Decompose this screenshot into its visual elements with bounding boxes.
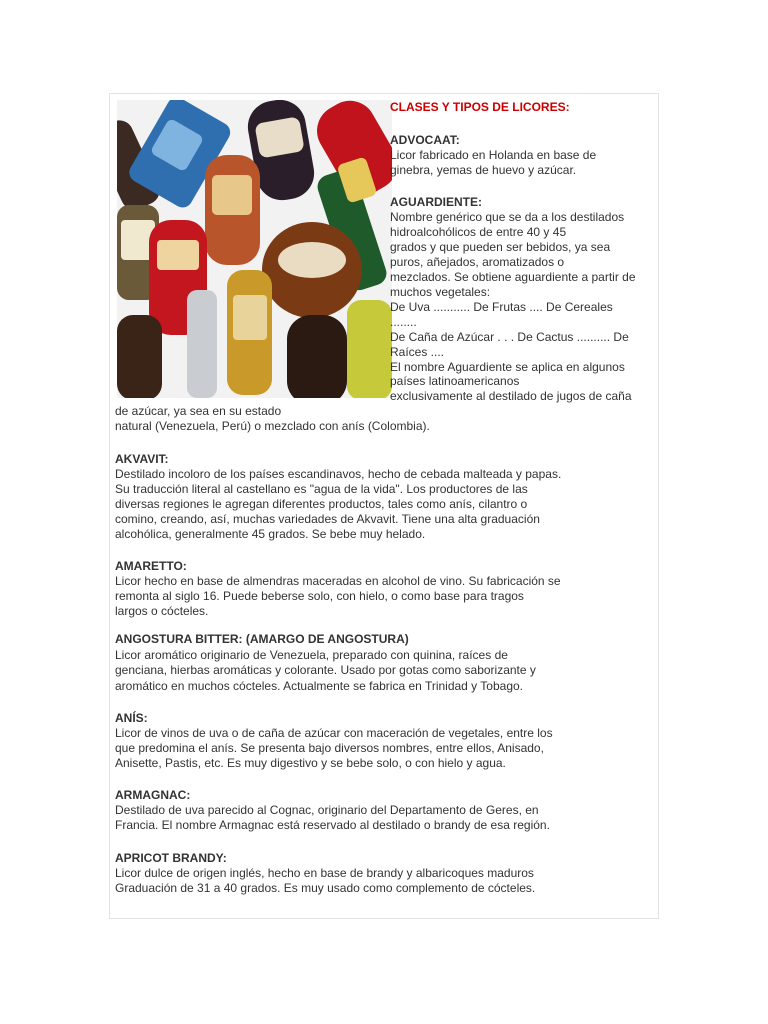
- section-heading-angostura: ANGOSTURA BITTER: (AMARGO DE ANGOSTURA): [115, 632, 409, 646]
- section-line: Anisette, Pastis, etc. Es muy digestivo y se bebe solo, o con hielo y agua.: [115, 756, 506, 770]
- section-heading-anis: ANÍS:: [115, 711, 148, 725]
- section-line: Nombre genérico que se da a los destilados: [390, 210, 625, 224]
- section-line: comino, creando, así, muchas variedades de Akvavit. Tiene una alta graduación: [115, 512, 540, 526]
- section-line: Licor hecho en base de almendras maceradas en alcohol de vino. Su fabricación se: [115, 574, 561, 588]
- section-heading-aguardiente: AGUARDIENTE:: [390, 195, 482, 209]
- section-heading-advocaat: ADVOCAAT:: [390, 133, 460, 147]
- section-line: largos o cócteles.: [115, 604, 209, 618]
- section-line: mezclados. Se obtiene aguardiente a partir de: [390, 270, 636, 284]
- section-line: Licor de vinos de uva o de caña de azúcar con maceración de vegetales, entre los: [115, 726, 553, 740]
- section-line: alcohólica, generalmente 45 grados. Se bebe muy helado.: [115, 527, 426, 541]
- section-line: diversas regiones le agregan diferentes productos, tales como anís, cilantro o: [115, 497, 528, 511]
- section-line: genciana, hierbas aromáticas y colorante. Usado por gotas como saborizante y: [115, 663, 536, 677]
- section-line: Raíces ....: [390, 345, 445, 359]
- section-line: Destilado incoloro de los países escandinavos, hecho de cebada malteada y papas.: [115, 467, 562, 481]
- section-line: de azúcar, ya sea en su estado: [115, 404, 282, 418]
- liquor-bottles-photo: [117, 100, 392, 398]
- section-line: aromático en muchos cócteles. Actualmente se fabrica en Trinidad y Tobago.: [115, 679, 524, 693]
- section-line: Destilado de uva parecido al Cognac, originario del Departamento de Geres, en: [115, 803, 539, 817]
- section-line: hidroalcohólicos de entre 40 y 45: [390, 225, 567, 239]
- section-line: muchos vegetales:: [390, 285, 491, 299]
- section-heading-amaretto: AMARETTO:: [115, 559, 187, 573]
- section-line: Licor fabricado en Holanda en base de: [390, 148, 597, 162]
- section-line: ginebra, yemas de huevo y azúcar.: [390, 163, 577, 177]
- section-line: exclusivamente al destilado de jugos de caña: [390, 389, 632, 403]
- section-line: Licor dulce de origen inglés, hecho en base de brandy y albaricoques maduros: [115, 866, 534, 880]
- section-line: Su traducción literal al castellano es "agua de la vida". Los productores de las: [115, 482, 528, 496]
- page-title: CLASES Y TIPOS DE LICORES:: [390, 100, 570, 114]
- section-heading-armagnac: ARMAGNAC:: [115, 788, 191, 802]
- section-line: Francia. El nombre Armagnac está reservado al destilado o brandy de esa región.: [115, 818, 550, 832]
- section-line: Licor aromático originario de Venezuela, preparado con quinina, raíces de: [115, 648, 508, 662]
- section-line: puros, añejados, aromatizados o: [390, 255, 565, 269]
- section-line: El nombre Aguardiente se aplica en algunos: [390, 360, 625, 374]
- section-heading-apricot-brandy: APRICOT BRANDY:: [115, 851, 227, 865]
- section-line: Graduación de 31 a 40 grados. Es muy usado como complemento de cócteles.: [115, 881, 536, 895]
- section-line: natural (Venezuela, Perú) o mezclado con anís (Colombia).: [115, 419, 430, 433]
- section-line: que predomina el anís. Se presenta bajo diversos nombres, entre ellos, Anisado,: [115, 741, 544, 755]
- section-heading-akvavit: AKVAVIT:: [115, 452, 169, 466]
- section-line: ........: [390, 315, 417, 329]
- section-line: De Uva ........... De Frutas .... De Cereales: [390, 300, 613, 314]
- section-line: países latinoamericanos: [390, 374, 520, 388]
- section-line: remonta al siglo 16. Puede beberse solo, con hielo, o como base para tragos: [115, 589, 524, 603]
- section-line: De Caña de Azúcar . . . De Cactus .......... De: [390, 330, 629, 344]
- section-line: grados y que pueden ser bebidos, ya sea: [390, 240, 611, 254]
